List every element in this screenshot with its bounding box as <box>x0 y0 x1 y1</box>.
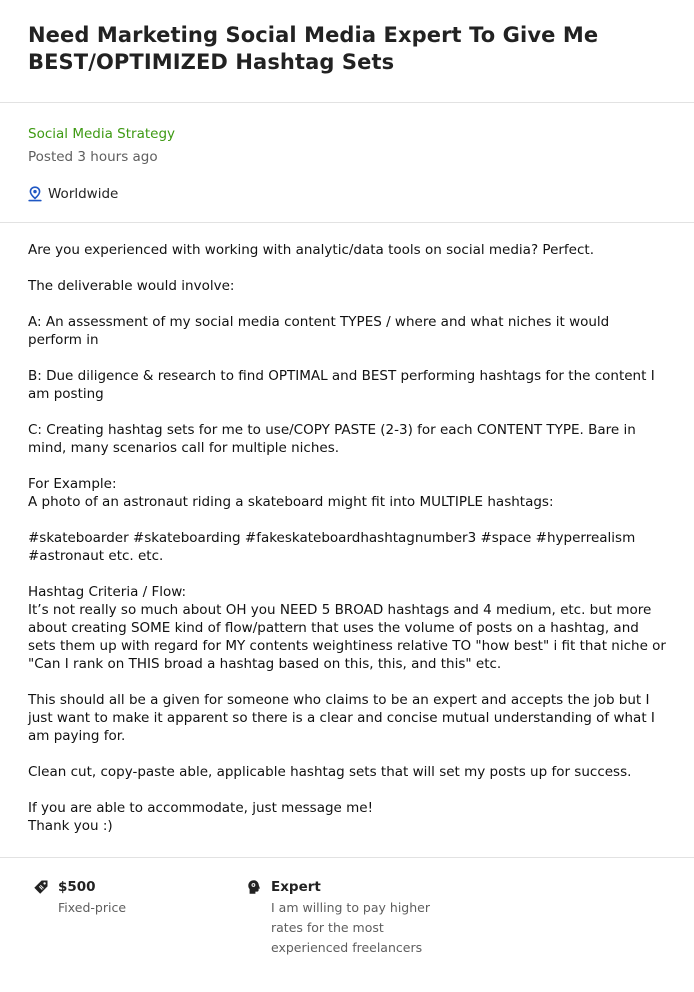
job-header <box>0 0 694 103</box>
price-feature <box>33 878 246 958</box>
job-description <box>0 223 694 858</box>
posted-time: Posted 3 hours ago <box>28 149 158 165</box>
experience-level: Expert <box>271 879 321 895</box>
price-tag-icon <box>33 879 49 895</box>
experience-note: I am willing to pay higher rates for the most experienced freelancers <box>271 900 430 955</box>
description-paragraph: B: Due diligence & research to find OPTIMAL and BEST performing hashtags for the content I am posting <box>28 368 655 402</box>
experience-text <box>271 878 441 958</box>
experience-feature <box>246 878 441 958</box>
location <box>28 184 666 204</box>
description-paragraph: C: Creating hashtag sets for me to use/COPY PASTE (2-3) for each CONTENT TYPE. Bare in mind, many scenarios call for multiple niches. <box>28 422 636 456</box>
price-text <box>58 878 228 918</box>
category-link[interactable]: Social Media Strategy <box>28 126 175 142</box>
description-paragraph: A: An assessment of my social media content TYPES / where and what niches it would perform in <box>28 314 610 348</box>
description-paragraph: This should all be a given for someone who claims to be an expert and accepts the job but I just want to make it apparent so there is a clear and concise mutual understanding of what I am paying for. <box>28 692 655 744</box>
description-paragraph: #skateboarder #skateboarding #fakeskateboardhashtagnumber3 #space #hyperrealism #astronaut etc. etc. <box>28 530 636 564</box>
job-features <box>0 858 694 958</box>
description-paragraph: For Example: A photo of an astronaut riding a skateboard might fit into MULTIPLE hashtags: <box>28 476 554 510</box>
brain-head-icon <box>246 879 262 895</box>
location-label: Worldwide <box>48 186 119 202</box>
job-title: Need Marketing Social Media Expert To Give Me BEST/OPTIMIZED Hashtag Sets <box>28 23 599 74</box>
description-paragraph: Clean cut, copy-paste able, applicable hashtag sets that will set my posts up for success. <box>28 764 632 780</box>
description-paragraph: The deliverable would involve: <box>28 278 235 294</box>
price-type: Fixed-price <box>58 900 127 915</box>
description-paragraph: Are you experienced with working with analytic/data tools on social media? Perfect. <box>28 242 594 258</box>
price-amount: $500 <box>58 879 96 895</box>
description-paragraph: Hashtag Criteria / Flow: It’s not really so much about OH you NEED 5 BROAD hashtags and 4 medium, etc. but more about creating SOME kind of flow/pattern that uses the volume of posts on a hashtag, and sets them up with regard for MY contents weightiness relative TO "how best" i fit that niche or "Can I rank on THIS broad a hashtag based on this, this, and this" etc. <box>28 584 666 672</box>
job-meta <box>0 103 694 223</box>
map-pin-icon <box>28 186 42 202</box>
description-paragraph: If you are able to accommodate, just message me! Thank you :) <box>28 800 373 834</box>
